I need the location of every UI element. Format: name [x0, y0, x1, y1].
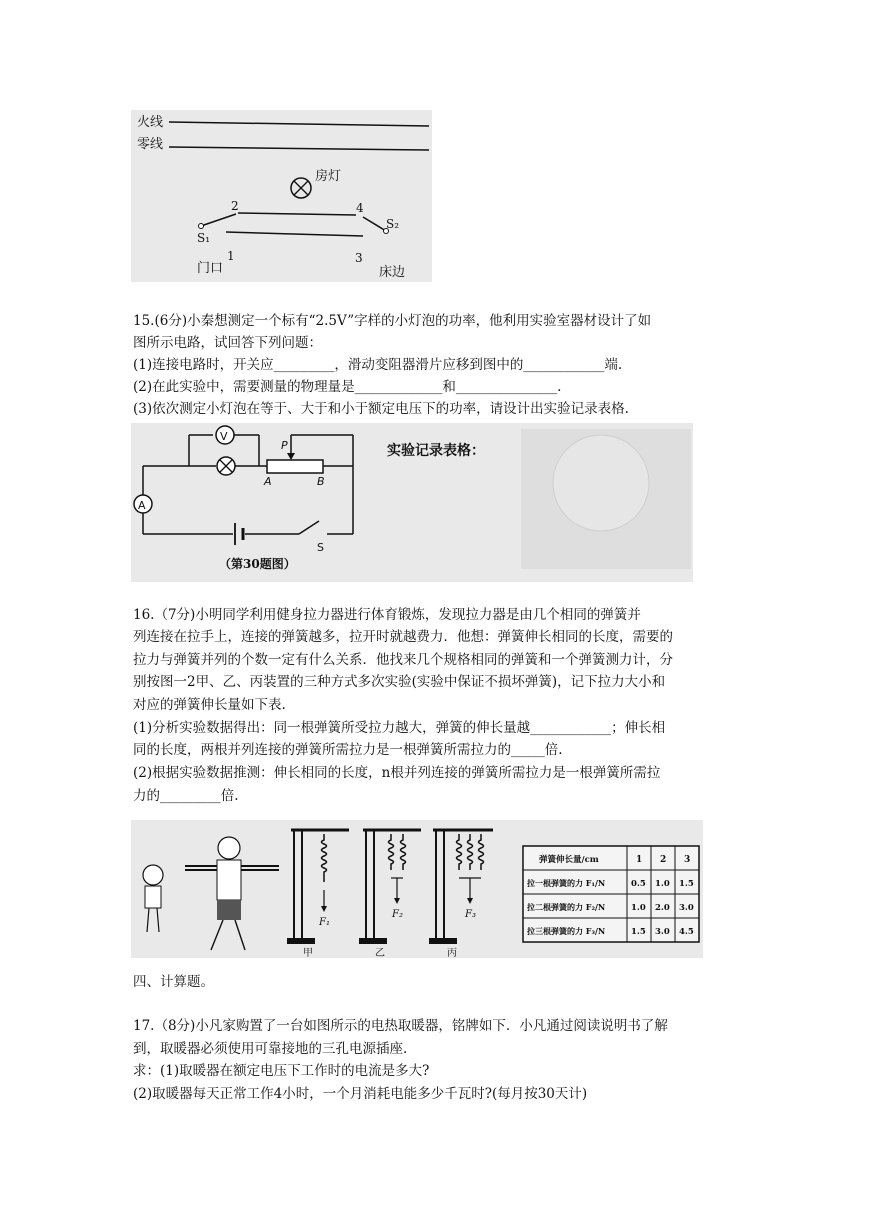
svg-text:4: 4 — [356, 201, 364, 215]
table-header-label: 弹簧伸长量/cm — [539, 855, 599, 865]
stand-label-jia: 甲 — [303, 948, 313, 958]
svg-text:S: S — [317, 541, 324, 554]
neutral-wire — [169, 147, 429, 150]
force-label-1: F₁ — [319, 917, 330, 928]
q17-line-4: (2)取暖器每天正常工作4小时，一个月消耗电能多少千瓦时?(每月按30天计) — [133, 1086, 588, 1102]
stand-bing — [429, 830, 493, 944]
svg-text:3: 3 — [355, 251, 363, 265]
q16-line-5: 对应的弹簧伸长量如下表. — [133, 697, 286, 713]
q16-line-4: 别按图一2甲、乙、丙装置的三种方式多次实验(实验中保证不损坏弹簧)，记下拉力大小和 — [133, 674, 666, 690]
wiring-figure — [131, 110, 432, 282]
svg-text:P: P — [281, 439, 288, 452]
q15-line-2: 图所示电路，试回答下列问题： — [133, 335, 322, 351]
table-header-2: 2 — [660, 855, 667, 865]
lamp-label: 房灯 — [315, 169, 342, 184]
q16-line-3: 拉力与弹簧并列的个数一定有什么关系．他找来几个规格相同的弹簧和一个弹簧测力计，分 — [133, 652, 673, 668]
man-figure — [218, 837, 240, 859]
spring-figure — [131, 820, 703, 958]
q16-line-9: 力的_________倍. — [133, 788, 239, 804]
svg-text:S₁: S₁ — [197, 231, 211, 245]
stand-jia — [287, 830, 349, 944]
force-label-3: F₃ — [465, 909, 476, 920]
circuit-caption: （第30题图） — [219, 557, 296, 571]
q15-line-4: (2)在此实验中，需要测量的物理量是_____________和_______________. — [133, 379, 562, 395]
table-row-1-v1: 0.5 — [631, 879, 646, 889]
stand-label-yi: 乙 — [375, 948, 385, 958]
spring-data-table — [523, 846, 699, 942]
record-table-title: 实验记录表格： — [387, 443, 485, 459]
q15-line-1: 15.(6分)小秦想测定一个标有“2.5V”字样的小灯泡的功率，他利用实验室器材设计了如 — [133, 313, 652, 329]
table-row-1-v2: 1.0 — [655, 879, 670, 889]
q17-line-1: 17.（8分)小凡家购置了一台如图所示的电热取暖器，铭牌如下．小凡通过阅读说明书了解 — [133, 1018, 668, 1034]
table-header-1: 1 — [636, 855, 643, 865]
svg-text:A: A — [264, 475, 272, 488]
force-label-2: F₂ — [392, 909, 403, 920]
bed-label: 床边 — [379, 265, 406, 280]
svg-text:A: A — [138, 499, 146, 512]
svg-text:V: V — [220, 430, 228, 443]
q16-line-7: 同的长度，两根并列连接的弹簧所需拉力是一根弹簧所需拉力的_____倍. — [133, 742, 563, 758]
rheostat — [267, 460, 323, 473]
table-row-1-label: 拉一根弹簧的力 F₁/N — [527, 878, 606, 888]
q16-line-1: 16.（7分)小明同学利用健身拉力器进行体育锻炼，发现拉力器是由几个相同的弹簧并 — [133, 607, 641, 623]
svg-text:1: 1 — [227, 249, 235, 263]
circuit-figure — [131, 423, 693, 582]
q16-line-8: (2)根据实验数据推测：伸长相同的长度，n根并列连接的弹簧所需拉力是一根弹簧所需拉 — [133, 765, 661, 781]
q16-line-6: (1)分析实验数据得出：同一根弹簧所受拉力越大，弹簧的伸长量越____________；伸长相 — [133, 720, 666, 736]
section-heading: 四、计算题。 — [133, 974, 214, 990]
table-row-2-label: 拉二根弹簧的力 F₂/N — [527, 902, 606, 912]
s1-switch — [199, 224, 204, 229]
table-row-3-label: 拉三根弹簧的力 F₃/N — [527, 926, 606, 936]
neutral-wire-label: 零线 — [137, 137, 164, 152]
q15-line-3: (1)连接电路时，开关应_________，滑动变阻器滑片应移到图中的____________端. — [133, 357, 623, 373]
table-row-3-v3: 4.5 — [679, 927, 694, 937]
child-figure — [143, 865, 163, 885]
stand-label-bing: 丙 — [447, 948, 457, 958]
svg-text:S₂: S₂ — [386, 217, 400, 231]
q17-line-2: 到，取暖器必须使用可靠接地的三孔电源插座. — [133, 1041, 408, 1057]
table-header-3: 3 — [684, 855, 691, 865]
stand-yi — [359, 830, 421, 944]
q17-line-3: 求：(1)取暖器在额定电压下工作时的电流是多大? — [133, 1063, 430, 1079]
table-row-2-v1: 1.0 — [631, 903, 646, 913]
table-row-3-v2: 3.0 — [655, 927, 670, 937]
live-wire — [169, 122, 429, 126]
svg-text:2: 2 — [231, 199, 239, 213]
table-row-2-v3: 3.0 — [679, 903, 694, 913]
table-row-3-v1: 1.5 — [631, 927, 646, 937]
svg-text:B: B — [317, 475, 325, 488]
live-wire-label: 火线 — [137, 115, 164, 130]
table-row-2-v2: 2.0 — [655, 903, 670, 913]
q15-line-5: (3)依次测定小灯泡在等于、大于和小于额定电压下的功率，请设计出实验记录表格. — [133, 401, 629, 417]
table-row-1-v3: 1.5 — [679, 879, 694, 889]
door-label: 门口 — [197, 261, 224, 276]
q16-line-2: 列连接在拉手上，连接的弹簧越多，拉开时就越费力．他想：弹簧伸长相同的长度，需要的 — [133, 629, 673, 645]
